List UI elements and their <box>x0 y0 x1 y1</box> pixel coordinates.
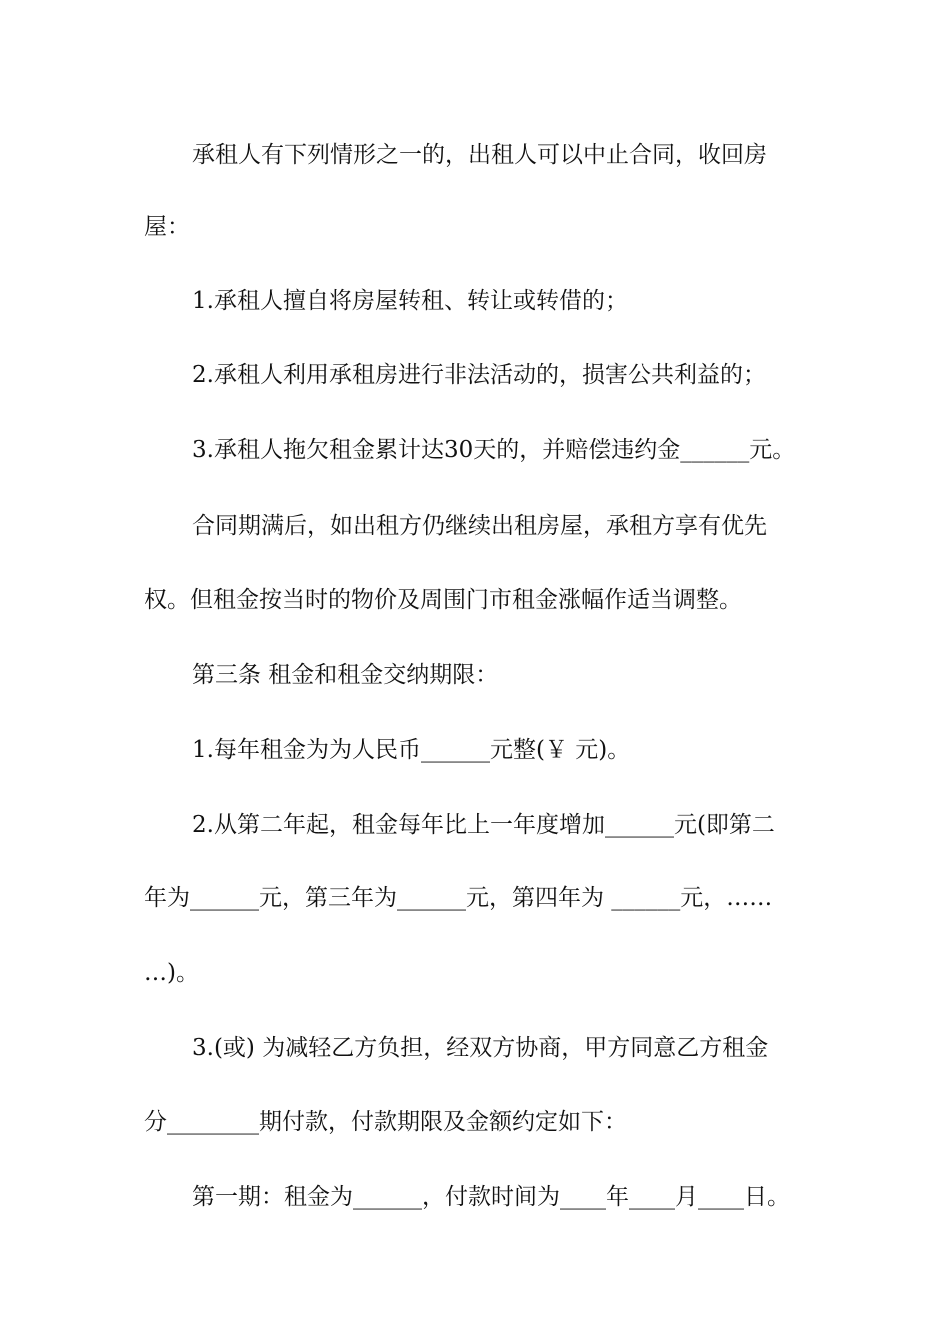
paragraph-renewal-priority-cont: 权。但租金按当时的物价及周围门市租金涨幅作适当调整。 <box>144 587 742 613</box>
paragraph-termination-conditions-cont: 屋： <box>144 214 190 240</box>
rent-item-2: 2.从第二年起，租金每年比上一年度增加______元(即第二 <box>192 812 775 838</box>
clause-item-3: 3.承租人拖欠租金累计达30天的，并赔偿违约金______元。 <box>192 437 796 463</box>
rent-item-1: 1.每年租金为为人民币______元整(￥ 元)。 <box>192 737 631 763</box>
rent-item-2-cont: 年为______元，第三年为______元，第四年为 ______元，…… <box>144 885 773 911</box>
paragraph-termination-conditions: 承租人有下列情形之一的，出租人可以中止合同，收回房 <box>192 142 767 168</box>
installment-first-period: 第一期：租金为______，付款时间为____年____月____日。 <box>192 1184 790 1210</box>
paragraph-renewal-priority: 合同期满后，如出租方仍继续出租房屋，承租方享有优先 <box>192 513 767 539</box>
clause-item-2: 2.承租人利用承租房进行非法活动的，损害公共利益的； <box>192 362 766 388</box>
article-three-heading: 第三条 租金和租金交纳期限： <box>192 662 499 688</box>
clause-item-1: 1.承租人擅自将房屋转租、转让或转借的； <box>192 288 628 314</box>
rent-item-3-cont: 分________期付款，付款期限及金额约定如下： <box>144 1109 627 1135</box>
rent-item-2-end: …)。 <box>144 960 199 986</box>
rent-item-3: 3.(或) 为减轻乙方负担，经双方协商，甲方同意乙方租金 <box>192 1035 769 1061</box>
